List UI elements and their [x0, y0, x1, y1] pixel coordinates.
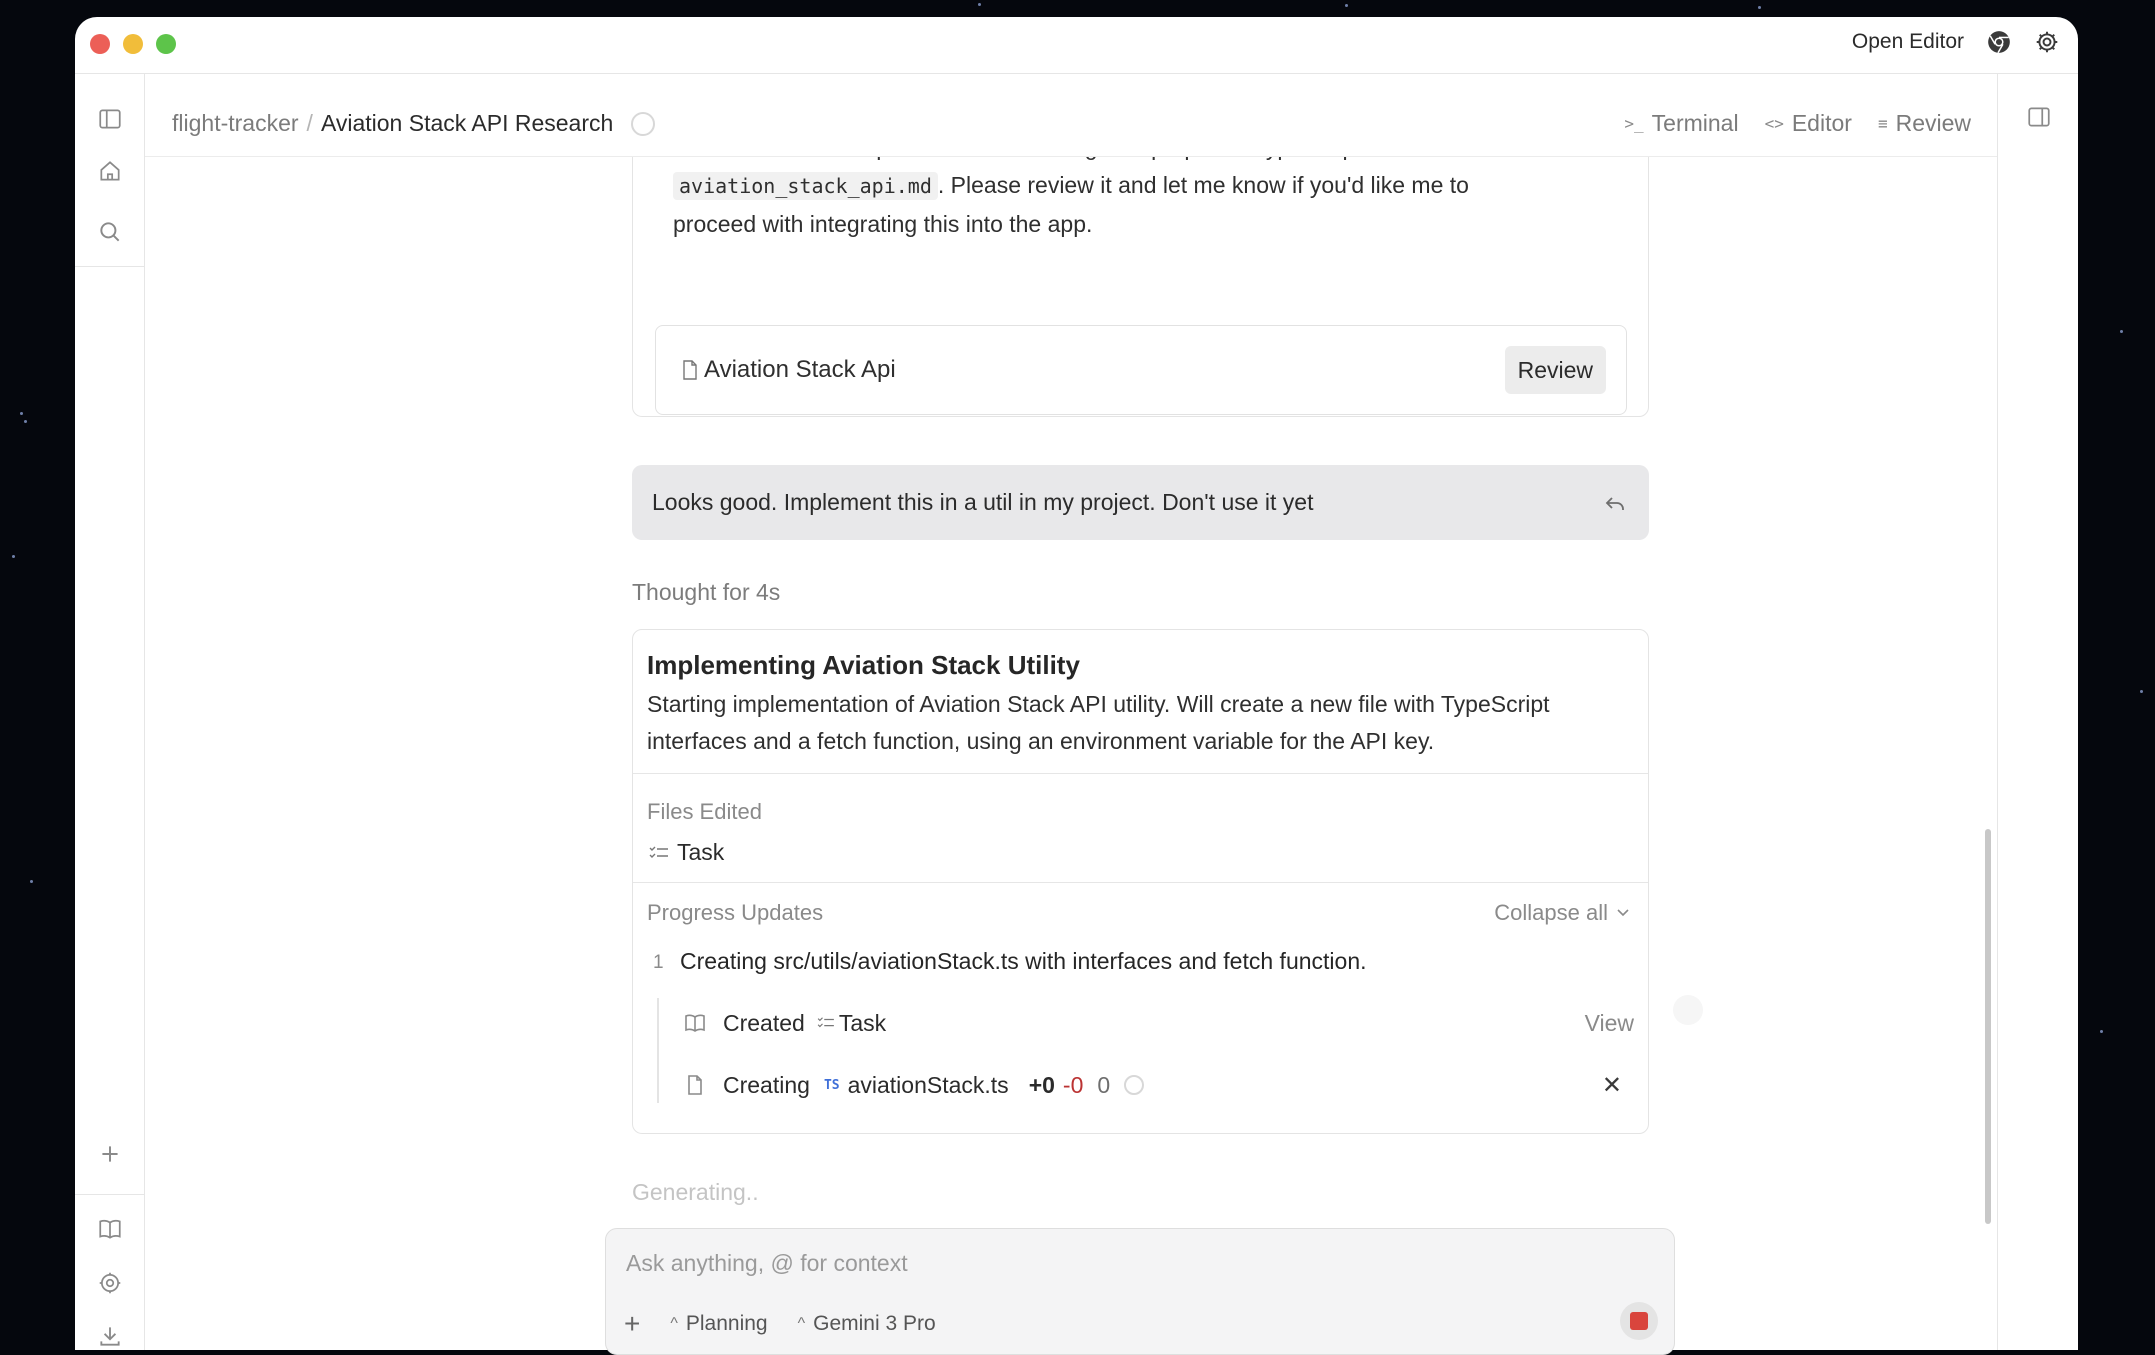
checklist-icon [817, 1016, 835, 1030]
composer-toolbar [624, 1310, 936, 1338]
progress-updates-label: Progress Updates [647, 900, 824, 925]
list-icon: ≡ [1877, 114, 1888, 133]
breadcrumb-separator: / [306, 110, 313, 136]
generating-status: Generating.. [632, 1179, 759, 1205]
checklist-icon [649, 845, 669, 861]
loading-spinner-icon [1124, 1075, 1144, 1095]
model-label: Gemini 3 Pro [813, 1312, 936, 1335]
step-rail [657, 998, 659, 1103]
mode-selector[interactable] [670, 1312, 767, 1336]
progress-substep [683, 1005, 1634, 1041]
agent-message-text-span: . Please review it and let me know if you'd like me to [937, 172, 1469, 198]
download-icon[interactable] [97, 1323, 123, 1349]
document-icon [682, 360, 698, 380]
scrollbar[interactable] [1985, 829, 1991, 1224]
loading-spinner-icon [631, 112, 655, 136]
gear-icon[interactable] [2034, 29, 2060, 55]
settings-icon[interactable] [97, 1270, 123, 1296]
tab-label: Terminal [1651, 110, 1739, 136]
file-code-span: aviation_stack_api.md [673, 172, 938, 200]
add-context-icon[interactable]: + [624, 1308, 641, 1339]
artifact-label: Aviation Stack Api [704, 356, 896, 383]
chat-input[interactable] [626, 1243, 1526, 1283]
mode-label: Planning [685, 1312, 768, 1335]
breadcrumb-workspace[interactable]: flight-tracker [172, 110, 299, 136]
user-message-text: Looks good. Implement this in a util in my project. Don't use it yet [652, 489, 1314, 515]
home-icon[interactable] [97, 158, 123, 184]
model-selector[interactable] [798, 1312, 936, 1336]
tab-review[interactable] [1878, 110, 1971, 137]
chrome-icon[interactable] [1986, 29, 2012, 55]
tab-label: Editor [1791, 110, 1852, 136]
document-icon [683, 1073, 707, 1097]
code-icon: <> [1764, 114, 1784, 133]
open-editor-button[interactable]: Open Editor [1851, 30, 1964, 53]
chevron-down-icon [1616, 908, 1630, 918]
thought-duration[interactable]: Thought for 4s [632, 579, 781, 605]
book-icon[interactable] [97, 1216, 123, 1242]
minimize-window-button[interactable] [123, 34, 143, 54]
conversation-header [145, 73, 1997, 157]
agent-message-line [673, 166, 1613, 205]
task-title: Implementing Aviation Stack Utility [647, 650, 1080, 680]
stop-icon [1630, 1312, 1648, 1330]
book-icon [683, 1011, 707, 1035]
close-window-button[interactable] [90, 34, 110, 54]
files-edited-item-label: Task [677, 839, 725, 865]
breadcrumb [172, 110, 655, 137]
user-message [632, 465, 1649, 540]
search-icon[interactable] [97, 219, 123, 245]
tab-label: Review [1895, 110, 1971, 136]
chevron-up-icon: ^ [797, 1315, 806, 1332]
collapse-all-button[interactable] [1494, 900, 1630, 926]
view-button[interactable]: View [1584, 1009, 1634, 1036]
divider [633, 882, 1648, 883]
artifact-card[interactable] [655, 325, 1627, 415]
agent-message-line: proceed with integrating this into the app. [673, 211, 1093, 237]
right-panel-toggle-icon[interactable] [2026, 104, 2052, 130]
typescript-icon: TS [823, 1077, 840, 1093]
collapse-all-label: Collapse all [1494, 900, 1608, 925]
conversation-thread [145, 157, 1997, 1350]
sidebar-divider [75, 1194, 145, 1195]
change-count: 0 [1097, 1071, 1111, 1098]
step-number: 1 [653, 952, 664, 973]
terminal-icon: >_ [1624, 114, 1644, 133]
files-edited-label: Files Edited [647, 799, 762, 824]
progress-substep [683, 1067, 1634, 1103]
task-description: Starting implementation of Aviation Stack API utility. Will create a new file with TypeScript interfaces and a fetch function, using an environment variable for the API key. [647, 691, 1550, 754]
tab-terminal[interactable] [1624, 110, 1738, 137]
sidebar-divider [75, 266, 145, 267]
deletions-count: -0 [1062, 1071, 1084, 1098]
close-icon[interactable]: ✕ [1601, 1071, 1622, 1099]
artifact-name [682, 356, 896, 384]
review-button[interactable]: Review [1505, 346, 1606, 394]
view-tabs [1624, 110, 1971, 137]
substep-target[interactable]: Task [838, 1009, 887, 1036]
zoom-window-button[interactable] [156, 34, 176, 54]
title-bar [75, 17, 2078, 73]
substep-action: Creating [723, 1071, 810, 1098]
additions-count: +0 [1028, 1071, 1055, 1098]
divider [633, 773, 1648, 774]
right-sidebar [1997, 73, 2078, 1350]
files-edited-item[interactable] [649, 839, 724, 866]
substep-file[interactable]: aviationStack.ts [847, 1071, 1009, 1098]
plus-icon[interactable] [97, 1141, 123, 1167]
undo-icon[interactable] [1603, 491, 1627, 515]
task-card [632, 629, 1649, 1134]
step-text: Creating src/utils/aviationStack.ts with interfaces and fetch function. [680, 948, 1367, 974]
stop-button[interactable] [1620, 1302, 1658, 1340]
breadcrumb-conversation: Aviation Stack API Research [320, 110, 614, 136]
chevron-up-icon: ^ [670, 1315, 678, 1332]
left-sidebar [75, 73, 145, 1350]
app-window [75, 17, 2078, 1350]
cursor-indicator [1673, 995, 1703, 1025]
tab-editor[interactable] [1765, 110, 1852, 137]
substep-action: Created [723, 1009, 805, 1036]
composer [605, 1228, 1675, 1355]
sidebar-toggle-icon[interactable] [97, 106, 123, 132]
